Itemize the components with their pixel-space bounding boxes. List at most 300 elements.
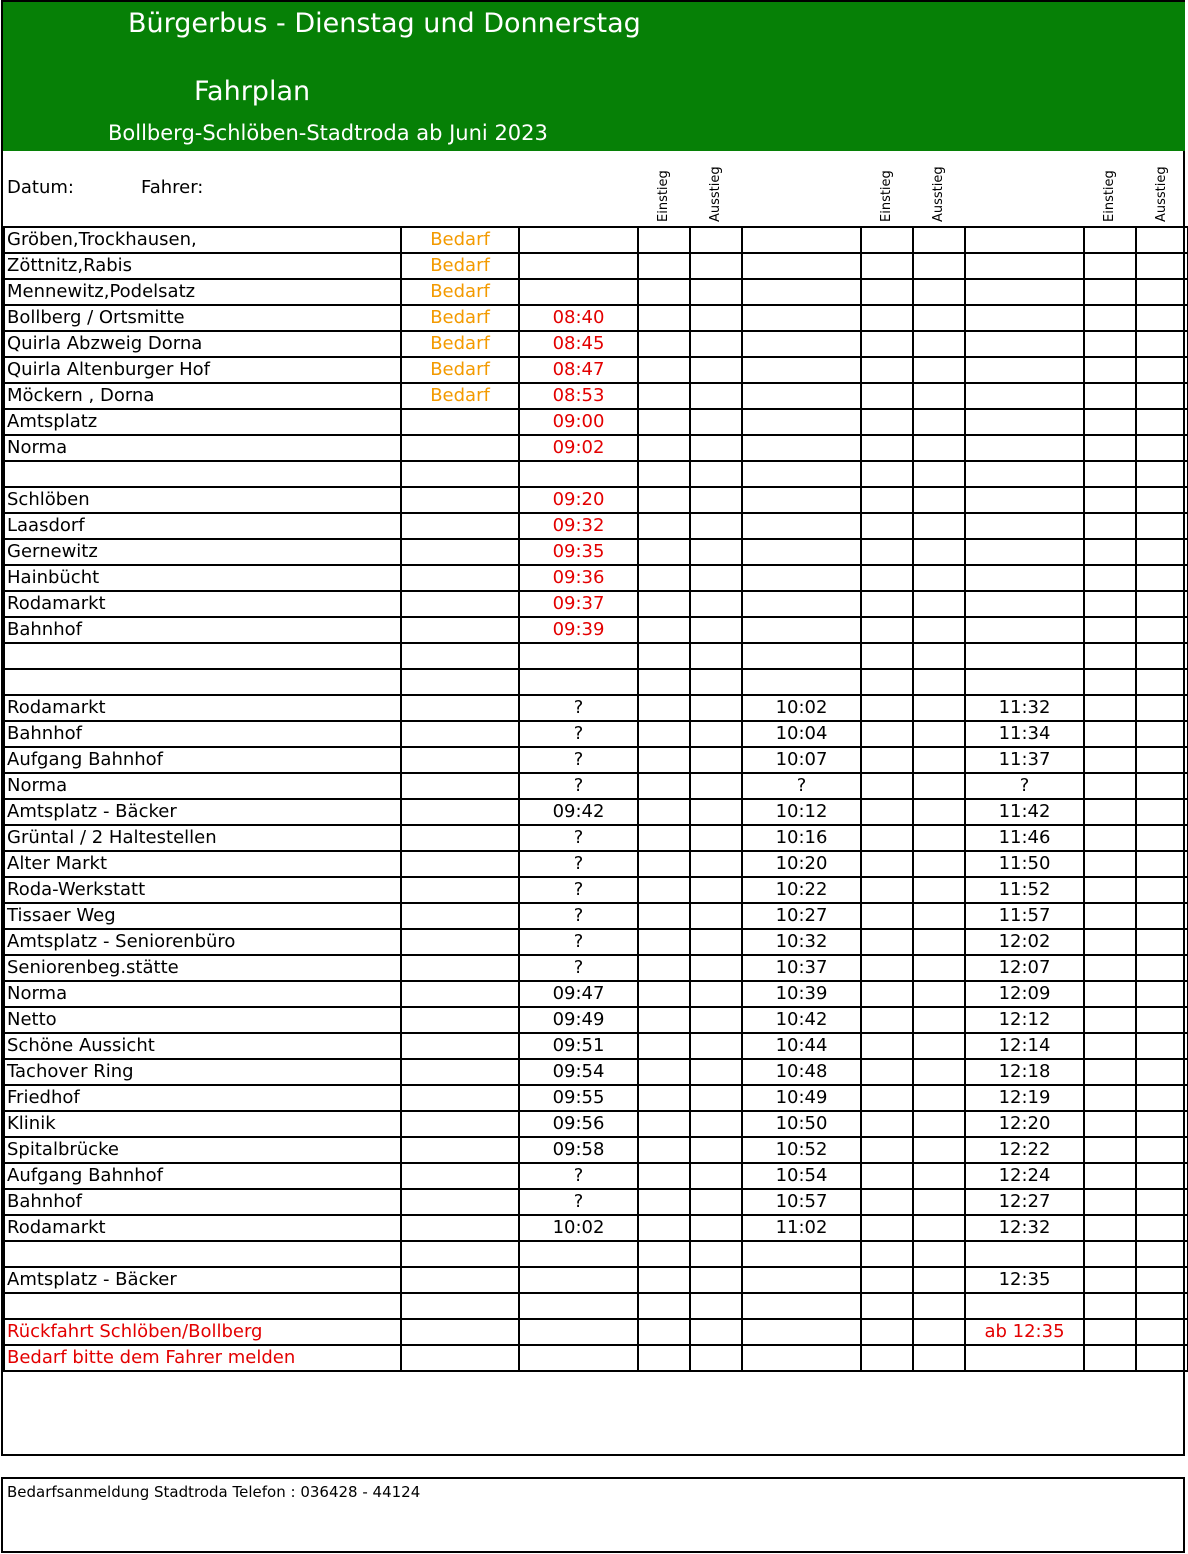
stop-cell: Amtsplatz - Bäcker bbox=[4, 799, 401, 825]
time-cell-2: 10:27 bbox=[742, 903, 861, 929]
time-cell-3 bbox=[965, 279, 1084, 305]
einstieg-cell bbox=[861, 435, 913, 461]
time-cell-1: 09:37 bbox=[519, 591, 638, 617]
bedarf-cell bbox=[401, 591, 519, 617]
einstieg-cell bbox=[638, 279, 690, 305]
bedarf-cell bbox=[401, 617, 519, 643]
table-row bbox=[4, 1293, 1188, 1319]
time-cell-3: 12:14 bbox=[965, 1033, 1084, 1059]
stop-cell: Schlöben bbox=[4, 487, 401, 513]
time-cell-3 bbox=[965, 1345, 1084, 1371]
time-cell-2 bbox=[742, 357, 861, 383]
einstieg-cell bbox=[861, 279, 913, 305]
einstieg-cell bbox=[638, 643, 690, 669]
einstieg-cell bbox=[638, 747, 690, 773]
einstieg-cell bbox=[638, 1345, 690, 1371]
einstieg-cell bbox=[1084, 877, 1136, 903]
einstieg-cell bbox=[861, 539, 913, 565]
time-cell-3 bbox=[965, 539, 1084, 565]
time-cell-1: 09:20 bbox=[519, 487, 638, 513]
ausstieg-cell bbox=[690, 955, 742, 981]
bedarf-cell bbox=[401, 929, 519, 955]
ausstieg-cell bbox=[913, 1293, 965, 1319]
ausstieg-cell bbox=[913, 773, 965, 799]
stop-cell: Rodamarkt bbox=[4, 591, 401, 617]
einstieg-cell bbox=[1084, 851, 1136, 877]
table-row bbox=[4, 1215, 1188, 1241]
bedarf-cell bbox=[401, 487, 519, 513]
time-cell-2: 10:04 bbox=[742, 721, 861, 747]
table-row bbox=[4, 279, 1188, 305]
bedarf-cell bbox=[401, 1137, 519, 1163]
einstieg-cell bbox=[861, 1215, 913, 1241]
time-cell-3 bbox=[965, 643, 1084, 669]
time-cell-1 bbox=[519, 643, 638, 669]
einstieg-cell bbox=[638, 903, 690, 929]
bedarf-cell bbox=[401, 1163, 519, 1189]
table-row bbox=[4, 1189, 1188, 1215]
time-cell-1: 09:42 bbox=[519, 799, 638, 825]
ausstieg-cell bbox=[913, 383, 965, 409]
time-cell-1: 09:47 bbox=[519, 981, 638, 1007]
einstieg-cell bbox=[1084, 1033, 1136, 1059]
ausstieg-cell bbox=[1136, 591, 1188, 617]
ausstieg-cell bbox=[1136, 1267, 1188, 1293]
ausstieg-cell bbox=[913, 409, 965, 435]
ausstieg-cell bbox=[913, 279, 965, 305]
time-cell-3: 12:35 bbox=[965, 1267, 1084, 1293]
einstieg-cell bbox=[1084, 981, 1136, 1007]
time-cell-1 bbox=[519, 669, 638, 695]
ausstieg-cell bbox=[690, 643, 742, 669]
table-row bbox=[4, 799, 1188, 825]
time-cell-2: 10:37 bbox=[742, 955, 861, 981]
time-cell-2: ? bbox=[742, 773, 861, 799]
table-row bbox=[4, 487, 1188, 513]
stop-cell bbox=[4, 461, 401, 487]
einstieg-cell bbox=[638, 1319, 690, 1345]
bedarf-cell bbox=[401, 1033, 519, 1059]
einstieg-cell bbox=[1084, 279, 1136, 305]
time-cell-1 bbox=[519, 253, 638, 279]
time-cell-1: ? bbox=[519, 877, 638, 903]
time-cell-1: ? bbox=[519, 1189, 638, 1215]
time-cell-2 bbox=[742, 1241, 861, 1267]
table-row bbox=[4, 383, 1188, 409]
table-row bbox=[4, 1033, 1188, 1059]
einstieg-cell bbox=[638, 409, 690, 435]
stop-cell: Möckern , Dorna bbox=[4, 383, 401, 409]
stop-cell: Roda-Werkstatt bbox=[4, 877, 401, 903]
einstieg-cell bbox=[861, 877, 913, 903]
ausstieg-cell bbox=[690, 383, 742, 409]
table-row bbox=[4, 981, 1188, 1007]
einstieg-cell bbox=[638, 773, 690, 799]
bedarf-cell bbox=[401, 1111, 519, 1137]
time-cell-1: ? bbox=[519, 929, 638, 955]
time-cell-2: 10:39 bbox=[742, 981, 861, 1007]
ausstieg-cell bbox=[690, 357, 742, 383]
einstieg-cell bbox=[861, 903, 913, 929]
bedarf-cell bbox=[401, 1007, 519, 1033]
ausstieg-cell bbox=[690, 773, 742, 799]
stop-cell: Norma bbox=[4, 773, 401, 799]
einstieg-cell bbox=[638, 1293, 690, 1319]
time-cell-3: 12:24 bbox=[965, 1163, 1084, 1189]
ausstieg-cell bbox=[913, 1033, 965, 1059]
ausstieg-header-2: Ausstieg bbox=[931, 166, 946, 222]
time-cell-3: 12:20 bbox=[965, 1111, 1084, 1137]
einstieg-cell bbox=[638, 669, 690, 695]
time-cell-1: 09:49 bbox=[519, 1007, 638, 1033]
ausstieg-cell bbox=[1136, 539, 1188, 565]
bedarf-cell bbox=[401, 877, 519, 903]
bedarf-cell bbox=[401, 747, 519, 773]
ausstieg-cell bbox=[690, 305, 742, 331]
ausstieg-cell bbox=[913, 851, 965, 877]
stop-cell: Seniorenbeg.stätte bbox=[4, 955, 401, 981]
ausstieg-cell bbox=[1136, 1137, 1188, 1163]
einstieg-cell bbox=[1084, 357, 1136, 383]
einstieg-cell bbox=[1084, 1059, 1136, 1085]
ausstieg-cell bbox=[1136, 331, 1188, 357]
stop-cell: Gernewitz bbox=[4, 539, 401, 565]
time-cell-2: 10:16 bbox=[742, 825, 861, 851]
ausstieg-cell bbox=[1136, 643, 1188, 669]
ausstieg-cell bbox=[913, 1345, 965, 1371]
stop-cell: Quirla Abzweig Dorna bbox=[4, 331, 401, 357]
time-cell-1: 09:02 bbox=[519, 435, 638, 461]
ausstieg-cell bbox=[913, 565, 965, 591]
einstieg-cell bbox=[1084, 1345, 1136, 1371]
ausstieg-cell bbox=[913, 825, 965, 851]
einstieg-cell bbox=[638, 565, 690, 591]
einstieg-cell bbox=[1084, 1267, 1136, 1293]
table-row bbox=[4, 747, 1188, 773]
ausstieg-cell bbox=[913, 695, 965, 721]
time-cell-1: 09:58 bbox=[519, 1137, 638, 1163]
einstieg-cell bbox=[1084, 435, 1136, 461]
time-cell-1: ? bbox=[519, 825, 638, 851]
einstieg-cell bbox=[638, 357, 690, 383]
stop-cell: Rodamarkt bbox=[4, 695, 401, 721]
einstieg-cell bbox=[638, 487, 690, 513]
einstieg-cell bbox=[861, 1137, 913, 1163]
page-subtitle: Fahrplan bbox=[194, 76, 311, 107]
einstieg-cell bbox=[1084, 513, 1136, 539]
time-cell-1: ? bbox=[519, 903, 638, 929]
einstieg-cell bbox=[1084, 253, 1136, 279]
ausstieg-cell bbox=[1136, 1319, 1188, 1345]
einstieg-cell bbox=[861, 1085, 913, 1111]
einstieg-cell bbox=[861, 1163, 913, 1189]
bedarf-cell bbox=[401, 851, 519, 877]
time-cell-2: 10:20 bbox=[742, 851, 861, 877]
table-row bbox=[4, 1319, 1188, 1345]
einstieg-cell bbox=[1084, 773, 1136, 799]
ausstieg-cell bbox=[913, 799, 965, 825]
ausstieg-cell bbox=[1136, 409, 1188, 435]
einstieg-cell bbox=[1084, 1189, 1136, 1215]
einstieg-cell bbox=[1084, 695, 1136, 721]
einstieg-cell bbox=[861, 565, 913, 591]
table-row bbox=[4, 1137, 1188, 1163]
time-cell-1: 09:56 bbox=[519, 1111, 638, 1137]
ausstieg-cell bbox=[913, 1215, 965, 1241]
bedarf-cell bbox=[401, 409, 519, 435]
einstieg-cell bbox=[861, 1319, 913, 1345]
ausstieg-cell bbox=[913, 591, 965, 617]
time-cell-3: 11:34 bbox=[965, 721, 1084, 747]
time-cell-2 bbox=[742, 513, 861, 539]
einstieg-header-3: Einstieg bbox=[1102, 170, 1117, 222]
time-cell-1: 09:35 bbox=[519, 539, 638, 565]
ausstieg-cell bbox=[690, 591, 742, 617]
table-row bbox=[4, 409, 1188, 435]
stop-cell: Bahnhof bbox=[4, 1189, 401, 1215]
time-cell-3: ab 12:35 bbox=[965, 1319, 1084, 1345]
ausstieg-cell bbox=[690, 747, 742, 773]
time-cell-1: 08:47 bbox=[519, 357, 638, 383]
bedarf-cell bbox=[401, 1085, 519, 1111]
ausstieg-cell bbox=[690, 903, 742, 929]
time-cell-3: 12:32 bbox=[965, 1215, 1084, 1241]
einstieg-cell bbox=[1084, 1111, 1136, 1137]
ausstieg-cell bbox=[913, 981, 965, 1007]
ausstieg-cell bbox=[690, 981, 742, 1007]
ausstieg-cell bbox=[1136, 1007, 1188, 1033]
ausstieg-cell bbox=[913, 539, 965, 565]
bedarf-cell bbox=[401, 1319, 519, 1345]
ausstieg-cell bbox=[1136, 1189, 1188, 1215]
einstieg-cell bbox=[1084, 565, 1136, 591]
einstieg-cell bbox=[1084, 1007, 1136, 1033]
ausstieg-cell bbox=[690, 279, 742, 305]
table-row bbox=[4, 955, 1188, 981]
time-cell-3 bbox=[965, 591, 1084, 617]
einstieg-cell bbox=[638, 1085, 690, 1111]
stop-cell: Quirla Altenburger Hof bbox=[4, 357, 401, 383]
time-cell-3 bbox=[965, 669, 1084, 695]
einstieg-cell bbox=[1084, 1215, 1136, 1241]
time-cell-2: 10:22 bbox=[742, 877, 861, 903]
ausstieg-cell bbox=[1136, 799, 1188, 825]
stop-cell: Tachover Ring bbox=[4, 1059, 401, 1085]
stop-cell: Friedhof bbox=[4, 1085, 401, 1111]
einstieg-cell bbox=[1084, 383, 1136, 409]
time-cell-2 bbox=[742, 331, 861, 357]
bedarf-cell: Bedarf bbox=[401, 383, 519, 409]
einstieg-cell bbox=[1084, 331, 1136, 357]
ausstieg-cell bbox=[690, 1163, 742, 1189]
stop-cell: Norma bbox=[4, 435, 401, 461]
einstieg-cell bbox=[861, 1033, 913, 1059]
time-cell-3: 11:42 bbox=[965, 799, 1084, 825]
bedarf-cell: Bedarf bbox=[401, 331, 519, 357]
ausstieg-cell bbox=[690, 461, 742, 487]
bedarf-cell bbox=[401, 1293, 519, 1319]
einstieg-cell bbox=[638, 721, 690, 747]
ausstieg-cell bbox=[913, 929, 965, 955]
stop-cell: Amtsplatz - Seniorenbüro bbox=[4, 929, 401, 955]
einstieg-cell bbox=[1084, 825, 1136, 851]
ausstieg-cell bbox=[913, 617, 965, 643]
table-row bbox=[4, 695, 1188, 721]
table-row bbox=[4, 903, 1188, 929]
einstieg-cell bbox=[861, 1059, 913, 1085]
einstieg-cell bbox=[1084, 461, 1136, 487]
time-cell-3 bbox=[965, 1241, 1084, 1267]
einstieg-cell bbox=[861, 513, 913, 539]
time-cell-2: 10:54 bbox=[742, 1163, 861, 1189]
einstieg-cell bbox=[638, 461, 690, 487]
ausstieg-cell bbox=[690, 253, 742, 279]
ausstieg-header-1: Ausstieg bbox=[708, 166, 723, 222]
einstieg-header-2: Einstieg bbox=[879, 170, 894, 222]
time-cell-1: 09:55 bbox=[519, 1085, 638, 1111]
ausstieg-cell bbox=[1136, 617, 1188, 643]
einstieg-cell bbox=[861, 773, 913, 799]
time-cell-2 bbox=[742, 461, 861, 487]
bedarf-cell bbox=[401, 539, 519, 565]
einstieg-cell bbox=[638, 591, 690, 617]
time-cell-1: 09:39 bbox=[519, 617, 638, 643]
ausstieg-cell bbox=[690, 1059, 742, 1085]
bedarf-cell bbox=[401, 461, 519, 487]
stop-cell bbox=[4, 669, 401, 695]
stop-cell: Mennewitz,Podelsatz bbox=[4, 279, 401, 305]
bedarf-cell bbox=[401, 721, 519, 747]
einstieg-cell bbox=[1084, 747, 1136, 773]
ausstieg-cell bbox=[913, 1189, 965, 1215]
time-cell-3 bbox=[965, 461, 1084, 487]
table-row bbox=[4, 357, 1188, 383]
stop-cell: Gröben,Trockhausen, bbox=[4, 227, 401, 253]
ausstieg-cell bbox=[1136, 929, 1188, 955]
ausstieg-cell bbox=[690, 565, 742, 591]
table-row bbox=[4, 539, 1188, 565]
time-cell-3 bbox=[965, 409, 1084, 435]
ausstieg-cell bbox=[913, 1059, 965, 1085]
ausstieg-cell bbox=[690, 331, 742, 357]
table-row bbox=[4, 851, 1188, 877]
time-cell-2 bbox=[742, 253, 861, 279]
ausstieg-cell bbox=[1136, 305, 1188, 331]
time-cell-2 bbox=[742, 279, 861, 305]
time-cell-2 bbox=[742, 435, 861, 461]
time-cell-2 bbox=[742, 409, 861, 435]
stop-cell: Bahnhof bbox=[4, 617, 401, 643]
einstieg-cell bbox=[638, 253, 690, 279]
ausstieg-cell bbox=[913, 643, 965, 669]
time-cell-2 bbox=[742, 383, 861, 409]
header-banner bbox=[3, 2, 1185, 151]
einstieg-cell bbox=[861, 1007, 913, 1033]
ausstieg-cell bbox=[1136, 357, 1188, 383]
time-cell-3: 12:18 bbox=[965, 1059, 1084, 1085]
time-cell-2 bbox=[742, 1345, 861, 1371]
ausstieg-cell bbox=[690, 1137, 742, 1163]
einstieg-cell bbox=[861, 981, 913, 1007]
einstieg-cell bbox=[861, 1241, 913, 1267]
einstieg-cell bbox=[1084, 539, 1136, 565]
time-cell-1 bbox=[519, 279, 638, 305]
ausstieg-cell bbox=[913, 331, 965, 357]
einstieg-cell bbox=[638, 1111, 690, 1137]
ausstieg-cell bbox=[913, 1241, 965, 1267]
ausstieg-cell bbox=[1136, 461, 1188, 487]
time-cell-3: 12:12 bbox=[965, 1007, 1084, 1033]
time-cell-3 bbox=[965, 227, 1084, 253]
einstieg-cell bbox=[638, 305, 690, 331]
stop-cell: Rückfahrt Schlöben/Bollberg bbox=[4, 1319, 401, 1345]
time-cell-3 bbox=[965, 331, 1084, 357]
ausstieg-cell bbox=[1136, 955, 1188, 981]
ausstieg-cell bbox=[1136, 1111, 1188, 1137]
time-cell-3: 11:37 bbox=[965, 747, 1084, 773]
bedarf-cell: Bedarf bbox=[401, 279, 519, 305]
time-cell-1: 09:32 bbox=[519, 513, 638, 539]
ausstieg-cell bbox=[1136, 721, 1188, 747]
time-cell-2: 10:57 bbox=[742, 1189, 861, 1215]
time-cell-2 bbox=[742, 643, 861, 669]
ausstieg-cell bbox=[690, 825, 742, 851]
ausstieg-cell bbox=[1136, 227, 1188, 253]
stop-cell: Klinik bbox=[4, 1111, 401, 1137]
ausstieg-cell bbox=[690, 487, 742, 513]
ausstieg-cell bbox=[690, 669, 742, 695]
ausstieg-cell bbox=[1136, 383, 1188, 409]
table-row bbox=[4, 1267, 1188, 1293]
einstieg-cell bbox=[1084, 1163, 1136, 1189]
time-cell-2: 10:44 bbox=[742, 1033, 861, 1059]
einstieg-cell bbox=[861, 253, 913, 279]
time-cell-1: 08:45 bbox=[519, 331, 638, 357]
einstieg-cell bbox=[861, 669, 913, 695]
ausstieg-cell bbox=[1136, 1033, 1188, 1059]
einstieg-cell bbox=[638, 695, 690, 721]
time-cell-1: ? bbox=[519, 773, 638, 799]
table-row bbox=[4, 253, 1188, 279]
stop-cell bbox=[4, 643, 401, 669]
ausstieg-cell bbox=[1136, 253, 1188, 279]
time-cell-3: 11:50 bbox=[965, 851, 1084, 877]
stop-cell: Tissaer Weg bbox=[4, 903, 401, 929]
ausstieg-cell bbox=[690, 695, 742, 721]
table-row bbox=[4, 565, 1188, 591]
table-row bbox=[4, 877, 1188, 903]
stop-cell: Netto bbox=[4, 1007, 401, 1033]
ausstieg-cell bbox=[913, 1163, 965, 1189]
stop-cell: Norma bbox=[4, 981, 401, 1007]
bedarf-cell: Bedarf bbox=[401, 227, 519, 253]
time-cell-2 bbox=[742, 591, 861, 617]
ausstieg-cell bbox=[690, 877, 742, 903]
time-cell-2 bbox=[742, 1267, 861, 1293]
einstieg-cell bbox=[861, 721, 913, 747]
einstieg-cell bbox=[861, 383, 913, 409]
bedarf-cell: Bedarf bbox=[401, 305, 519, 331]
time-cell-2 bbox=[742, 1293, 861, 1319]
ausstieg-cell bbox=[1136, 747, 1188, 773]
einstieg-cell bbox=[861, 1345, 913, 1371]
stop-cell: Schöne Aussicht bbox=[4, 1033, 401, 1059]
table-row bbox=[4, 331, 1188, 357]
time-cell-1: ? bbox=[519, 955, 638, 981]
time-cell-1 bbox=[519, 1241, 638, 1267]
ausstieg-cell bbox=[913, 253, 965, 279]
bedarf-cell: Bedarf bbox=[401, 357, 519, 383]
